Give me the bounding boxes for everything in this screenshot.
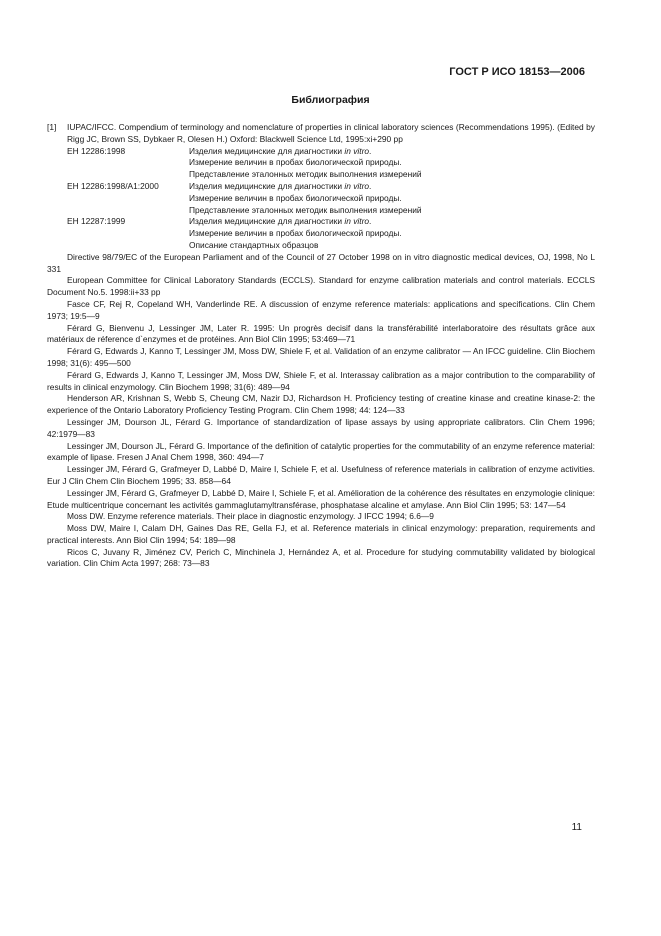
- standard-description: Изделия медицинские для диагностики in vitro.: [189, 145, 372, 156]
- reference-item: Moss DW. Enzyme reference materials. Their place in diagnostic enzymology. J IFCC 1994; 6.6—9: [67, 511, 434, 522]
- standard-description: Измерение величин в пробах биологической природы.: [189, 192, 402, 203]
- standard-description: Измерение величин в пробах биологической природы.: [189, 228, 402, 239]
- references-list: [47, 252, 595, 571]
- standard-row: [67, 157, 595, 169]
- standard-code: [67, 228, 189, 240]
- standard-description: Изделия медицинские для диагностики in vitro.: [189, 180, 372, 191]
- reference-item: Henderson AR, Krishnan S, Webb S, Cheung CM, Nazir DJ, Richardson H. Proficiency testing of creatine kinase and creatine kinase-2: the experience of the Ontario Laboratory Proficiency Testing Program. Clin Chem 1998; 44: 124—33: [47, 393, 595, 416]
- reference-item: Directive 98/79/EC of the European Parliament and of the Council of 27 October 1998 on in vitro diagnostic medical devices, OJ, 1998, No L 331: [47, 251, 595, 274]
- page-title: Библиография: [291, 94, 370, 106]
- reference-item: Lessinger JM, Férard G, Grafmeyer D, Labbé D, Maire I, Schiele F, et al. Usefulness of reference materials in calibration of enzyme activities. Eur J Clin Chem Clin Biochem 1995; 33. 858—64: [47, 464, 595, 486]
- standard-row: [67, 228, 595, 240]
- reference-item: Fasce CF, Rej R, Copeland WH, Vanderlinde RE. A discussion of enzyme reference materials: applications and specifications. Clin Chem 1973; 19:5—9: [47, 298, 595, 321]
- standard-code: [67, 205, 189, 217]
- standard-description: Представление эталонных методик выполнения измерений: [189, 169, 422, 180]
- reference-item: Lessinger JM, Dourson JL, Férard G. Importance of the definition of catalytic properties for the commutability of an enzyme reference material: example of lipase. Fresen J Anal Chem 1998, 360: 494—7: [47, 440, 595, 463]
- standard-description: Описание стандартных образцов: [189, 239, 319, 250]
- standard-code: [67, 240, 189, 252]
- standard-row: [67, 169, 595, 181]
- reference-item: European Committee for Clinical Laboratory Standards (ECCLS). Standard for enzyme calibration materials and control materials. ECCLS Document No.5. 1998:ii+33 pp: [47, 275, 595, 298]
- standard-code: EH 12287:1999: [67, 216, 126, 227]
- standard-row: [67, 181, 595, 193]
- standard-code: EH 12286:1998: [67, 145, 126, 156]
- standards-list: [47, 146, 595, 252]
- standard-code: [67, 169, 189, 181]
- standard-row: [67, 146, 595, 158]
- reference-item: Moss DW, Maire I, Calam DH, Gaines Das RE, Gella FJ, et al. Reference materials in clinical enzymology: preparation, requirements and practical interests. Ann Biol Clin 1994; 54: 189—98: [47, 523, 595, 545]
- reference-item: Férard G, Edwards J, Kanno T, Lessinger JM, Moss DW, Shiele F, et al. Interassay calibration as a major contribution to the comparability of results in clinical enzymology. Clin Biochem 1998; 31(6): 489—94: [47, 369, 595, 392]
- reference-item: Férard G, Edwards J, Kanno T, Lessinger JM, Moss DW, Shiele F, et al. Validation of an enzyme calibrator — An IFCC guideline. Clin Biochem 1998; 31(6): 495—500: [47, 346, 595, 368]
- reference-number: [1]: [47, 122, 57, 132]
- page-number: 11: [571, 822, 582, 833]
- reference-item: Ricos C, Juvany R, Jiménez CV, Perich C, Minchinela J, Hernández A, et al. Procedure for studying commutability validated by biological variation. Clin Chim Acta 1997; 268: 73—83: [47, 546, 595, 569]
- standard-code: [67, 193, 189, 205]
- standard-description: Изделия медицинские для диагностики in vitro.: [189, 216, 372, 227]
- bibliography: [47, 122, 595, 570]
- standard-code: EH 12286:1998/A1:2000: [67, 180, 159, 191]
- reference-item: Lessinger JM, Dourson JL, Férard G. Importance of standardization of lipase assays by using appropriate calibrators. Clin Chem 1996; 42:1979—83: [47, 416, 595, 439]
- standard-description: Измерение величин в пробах биологической природы.: [189, 157, 402, 168]
- standard-row: [67, 205, 595, 217]
- reference-text: IUPAC/IFCC. Compendium of terminology and nomenclature of properties in clinical laboratory sciences (Recommendations 1995). (Edited by Rigg JC, Brown SS, Dybkaer R, Olesen H.) Oxford: Blackwell Science Ltd, 1995:xi+290 pp: [67, 122, 595, 144]
- standard-row: [67, 240, 595, 252]
- reference-item: Lessinger JM, Férard G, Grafmeyer D, Labbé D, Maire I, Schiele F, et al. Amélioration de la cohérence des résultates en enzymologie clinique: Etude multicentrique concernant les activités gammaglutamyltransférase, phosphatase alcaline et amylase. Ann Biol Clin 1995; 53: 147—54: [47, 487, 595, 510]
- reference-item: Férard G, Bienvenu J, Lessinger JM, Later R. 1995: Un progrès decisif dans la transférabilité interlaboratoire des résultats grâce aux matériaux de réference d`enzymes et de protéines. Ann Biol Clin 1995; 53:469—71: [47, 322, 595, 345]
- standard-code: [67, 157, 189, 169]
- reference-item: [47, 122, 595, 146]
- standard-row: [67, 193, 595, 205]
- standard-row: [67, 216, 595, 228]
- document-header: ГОСТ Р ИСО 18153—2006: [449, 66, 585, 78]
- standard-description: Представление эталонных методик выполнения измерений: [189, 204, 422, 215]
